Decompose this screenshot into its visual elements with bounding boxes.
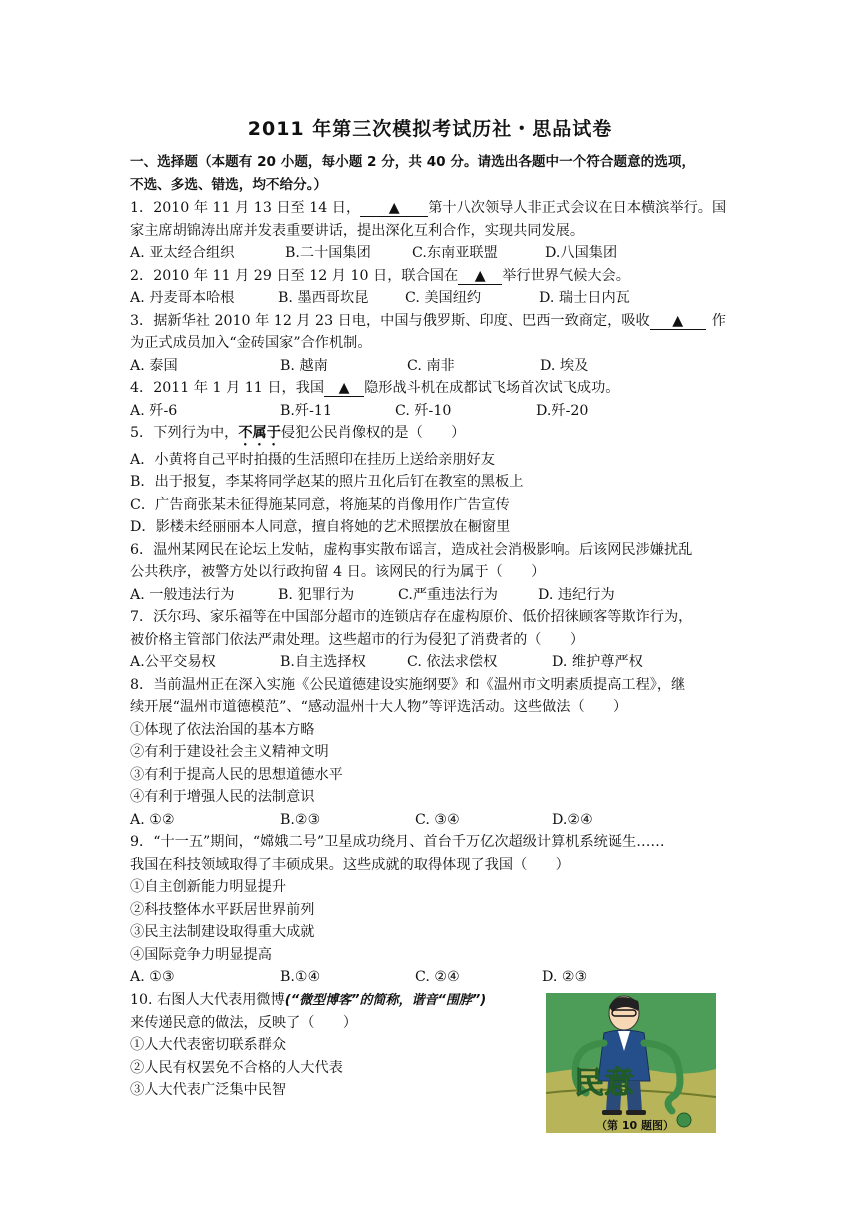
- q10-stem-pre: 10. 右图人大代表用微博: [130, 992, 285, 1008]
- q3-stem-post: 作: [711, 313, 726, 329]
- q8-stem-line1: 8．当前温州正在深入实施《公民道德建设实施纲要》和《温州市文明素质提高工程》，继: [130, 677, 686, 693]
- q9-item-2: ②科技整体水平跃居世界前列: [130, 902, 315, 918]
- q10-item-1: ①人大代表密切联系群众: [130, 1037, 287, 1053]
- q3-stem-line2: 为正式成员加入“金砖国家”合作机制。: [130, 335, 372, 351]
- q8-option-a: A. ①②: [130, 812, 175, 828]
- q1-option-c: C.东南亚联盟: [412, 245, 498, 261]
- q1-option-d: D.八国集团: [545, 245, 618, 261]
- q6-options: [130, 584, 615, 607]
- q10-figure-caption: （第 10 题图）: [596, 1119, 674, 1132]
- q2-option-b: B. 墨西哥坎昆: [278, 290, 369, 306]
- q6-option-c: C.严重违法行为: [398, 587, 498, 603]
- q10-note: (“微型博客”的简称，谐音“围脖”): [284, 993, 487, 1008]
- q3-option-a: A. 泰国: [130, 358, 178, 374]
- q1-stem-line2: 家主席胡锦涛出席并发表重要讲话，提出深化互利合作，实现共同发展。: [130, 223, 585, 239]
- section-heading-line2: 不选、多选、错选，均不给分。）: [130, 177, 328, 193]
- q8-stem-line2: 续开展“温州市道德模范”、“感动温州十大人物”等评选活动。这些做法（ ）: [130, 699, 628, 715]
- q1-stem-post: 第十八次领导人非正式会议在日本横滨举行。国: [428, 200, 727, 216]
- q5-option-b: B．出于报复，李某将同学赵某的照片丑化后钉在教室的黑板上: [130, 474, 524, 490]
- q7-option-d: D. 维护尊严权: [552, 654, 643, 670]
- q8-option-b: B.②③: [280, 812, 321, 828]
- q2-stem-post: 举行世界气候大会。: [502, 268, 630, 284]
- q5-stem-post: 侵犯公民肖像权的是（ ）: [280, 425, 466, 441]
- q8-option-c: C. ③④: [415, 812, 460, 828]
- q9-option-c: C. ②④: [415, 969, 460, 985]
- q7-option-c: C. 依法求偿权: [407, 654, 498, 670]
- q10-item-3: ③人大代表广泛集中民智: [130, 1082, 287, 1098]
- q2-blank: ▲: [458, 268, 502, 285]
- q9-item-4: ④国际竞争力明显提高: [130, 947, 272, 963]
- q3-stem-pre: 3．据新华社 2010 年 12 月 23 日电，中国与俄罗斯、印度、巴西一致商定，吸收: [130, 313, 650, 329]
- q4-option-b: B.歼-11: [280, 403, 332, 419]
- q1-stem-pre: 1．2010 年 11 月 13 日至 14 日，: [130, 200, 361, 216]
- q3-stem-line1: [130, 310, 726, 333]
- q7-option-a: A.公平交易权: [130, 654, 216, 670]
- q2-options: [130, 287, 630, 310]
- q1-option-a: A. 亚太经合组织: [130, 245, 235, 261]
- q6-stem-line1: 6．温州某网民在论坛上发帖，虚构事实散布谣言，造成社会消极影响。后该网民涉嫌扰乱: [130, 542, 693, 558]
- q8-item-4: ④有利于增强人民的法制意识: [130, 789, 315, 805]
- q5-stem: [130, 422, 465, 449]
- q3-option-b: B. 越南: [280, 358, 328, 374]
- q5-option-d: D．影楼未经丽丽本人同意，擅自将她的艺术照摆放在橱窗里: [130, 519, 511, 535]
- q7-option-b: B.自主选择权: [280, 654, 366, 670]
- q3-option-c: C. 南非: [407, 358, 455, 374]
- q2-option-a: A. 丹麦哥本哈根: [130, 290, 235, 306]
- q1-stem-line1: [130, 197, 726, 220]
- q10-stem-line1: [130, 989, 486, 1013]
- q4-stem: [130, 377, 619, 400]
- q6-option-b: B. 犯罪行为: [278, 587, 355, 603]
- q9-option-a: A. ①③: [130, 969, 175, 985]
- q5-stem-pre: 5．下列行为中，: [130, 425, 239, 441]
- q8-option-d: D.②④: [552, 812, 593, 828]
- q3-option-d: D. 埃及: [540, 358, 589, 374]
- q4-option-a: A. 歼-6: [130, 403, 178, 419]
- q2-option-d: D. 瑞士日内瓦: [539, 290, 630, 306]
- q9-option-d: D. ②③: [542, 969, 588, 985]
- q7-options: [130, 651, 643, 674]
- q3-options: [130, 355, 588, 378]
- q10-stem-line2: 来传递民意的做法，反映了（ ）: [130, 1015, 358, 1031]
- q4-stem-pre: 4．2011 年 1 月 11 日，我国: [130, 380, 325, 396]
- q2-stem-pre: 2．2010 年 11 月 29 日至 12 月 10 日，联合国在: [130, 268, 459, 284]
- q8-item-2: ②有利于建设社会主义精神文明: [130, 744, 329, 760]
- q1-blank: ▲: [360, 200, 428, 217]
- q9-stem-line2: 我国在科技领域取得了丰硕成果。这些成就的取得体现了我国（ ）: [130, 857, 570, 873]
- q2-option-c: C. 美国纽约: [405, 290, 482, 306]
- q1-options: [130, 242, 617, 265]
- q4-blank: ▲: [324, 380, 364, 397]
- q4-option-c: C. 歼-10: [395, 403, 452, 419]
- q5-emphasis: 不属于: [238, 425, 281, 441]
- q9-options: [130, 966, 587, 989]
- q7-stem-line1: 7．沃尔玛、家乐福等在中国部分超市的连锁店存在虚构原价、低价招徕顾客等欺诈行为，: [130, 609, 693, 625]
- q2-stem: [130, 265, 630, 288]
- q5-option-a: A．小黄将自己平时拍摄的生活照印在挂历上送给亲朋好友: [130, 452, 495, 468]
- q4-option-d: D.歼-20: [536, 403, 589, 419]
- section-heading-line1: 一、选择题（本题有 20 小题，每小题 2 分，共 40 分。请选出各题中一个符合题意的选项，: [130, 154, 696, 170]
- q8-item-1: ①体现了依法治国的基本方略: [130, 722, 315, 738]
- q10-item-2: ②人民有权罢免不合格的人大代表: [130, 1060, 343, 1076]
- q7-stem-line2: 被价格主管部门依法严肃处理。这些超市的行为侵犯了消费者的（ ）: [130, 632, 585, 648]
- page-title: 2011 年第三次模拟考试历社・思品试卷: [247, 118, 613, 140]
- q4-stem-post: 隐形战斗机在成都试飞场首次试飞成功。: [364, 380, 620, 396]
- q1-option-b: B.二十国集团: [285, 245, 371, 261]
- q9-item-1: ①自主创新能力明显提升: [130, 879, 287, 895]
- q6-option-d: D. 违纪行为: [538, 587, 615, 603]
- q3-blank: ▲: [650, 313, 706, 330]
- q10-figure-text: 民意: [574, 1066, 634, 1101]
- q8-item-3: ③有利于提高人民的思想道德水平: [130, 767, 343, 783]
- q9-item-3: ③民主法制建设取得重大成就: [130, 924, 315, 940]
- q6-option-a: A. 一般违法行为: [130, 587, 235, 603]
- q6-stem-line2: 公共秩序，被警方处以行政拘留 4 日。该网民的行为属于（ ）: [130, 564, 546, 580]
- q9-option-b: B.①④: [280, 969, 321, 985]
- q10-cartoon-figure: [546, 993, 716, 1133]
- q4-options: [130, 400, 588, 423]
- q8-options: [130, 809, 593, 832]
- q9-stem-line1: 9．“十一五”期间，“嫦娥二号”卫星成功绕月、首台千万亿次超级计算机系统诞生……: [130, 834, 665, 850]
- q5-option-c: C．广告商张某未征得施某同意，将施某的肖像用作广告宣传: [130, 497, 510, 513]
